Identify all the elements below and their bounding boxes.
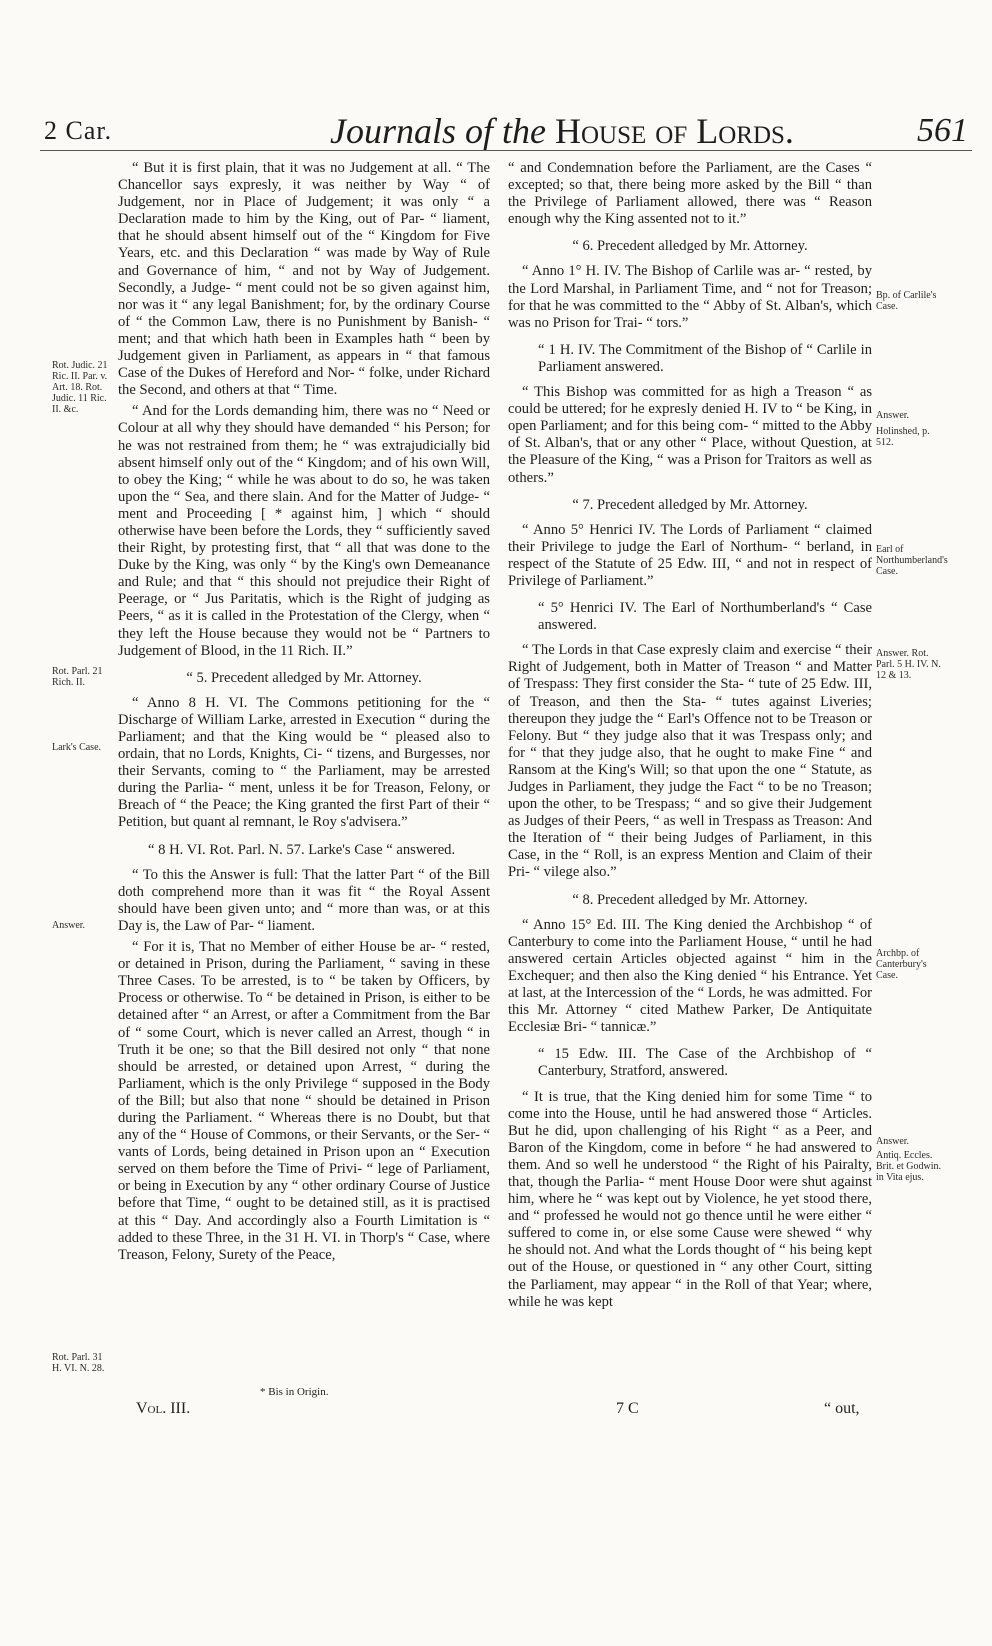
paragraph: “ Anno 1° H. IV. The Bishop of Carlile was ar- “ rested, by the Lord Marshal, in Parliament Time, and “ not for Treason; for that he was committed to the “ Abby of St. Alban's, which was no Prison for Trai- “ tors.” [508,263,872,331]
margin-note-rot-parl-hvi: Rot. Parl. 31 H. VI. N. 28. [52,1352,105,1374]
margin-note-larks-case: Lark's Case. [52,742,102,753]
paragraph: “ Anno 15° Ed. III. The King denied the Archbishop “ of Canterbury to come into the Parliament House, “ until he had answered certain Articles objected against “ him in the Exchequer; and then also the King denied “ his Entrance. Yet at last, at the Intercession of the “ Lords, he was admitted. For this Mr. Attorney “ cited Mathew Parker, De Antiquitate Ecclesiæ Bri- “ tannicæ.” [508,916,872,1036]
section-heading: “ 1 H. IV. The Commitment of the Bishop of “ Carlile in Parliament answered. [538,341,872,375]
margin-note-answer: Answer. [876,1136,910,1147]
section-heading: “ 8. Precedent alledged by Mr. Attorney. [572,891,808,908]
margin-note-answer: Answer. [52,920,86,931]
header-title-house: House of Lords. [554,111,794,151]
page-number: 561 [917,112,968,149]
header-title-journals: Journals [330,111,456,151]
left-column [118,160,490,1268]
paragraph: “ But it is first plain, that it was no Judgement at all. “ The Chancellor says expresly, it was neither by Way “ of Judgement, nor in Place of Judgement; it was only “ a Declaration made to him by the King, out of Par- “ liament, that he should absent himself out of the “ Kingdom for Five Years, etc. and this Declaration “ was made by Way of Rule and Governance of him, “ and not by Way of Judgement. Secondly, a Judge- “ ment could not be so given against him, nor was it “ any legal Banishment; for, by the ordinary Course of “ the Common Law, there is no Punishment by Banish- “ ment; and that which hath been in Examples hath “ been by Judgement given in Parliament, as appears in “ that famous Case of the Dukes of Hereford and Nor- “ folke, under Richard the Second, and others at that “ Time. [118,160,490,399]
paragraph: “ The Lords in that Case expresly claim and exercise “ their Right of Judgement, both in Matter of Treason “ and Matter of Trespass: They first consider the Sta- “ tute of 25 Edw. III, of Treason, and then the Sta- “ tutes against Liveries; thereupon they judge the “ Earl's Offence not to be Treason or Felony. But “ they judge also that it was Trespass only; and for “ that they judge also, that he ought to make Fine “ and Ransom at the King's Will; so that upon the one “ Statute, as Judges in Parliament, they judge the Fact “ to be no Treason; upon the other, to be Trespass; “ and so give their Judgement as Judges of their Peers, “ as well in Trespass as Treason: And the Iteration of “ their being Judges of Parliament, in this Case, in the “ Roll, is an express Mention and Claim of their Pri- “ vilege also.” [508,642,872,881]
paragraph: “ To this the Answer is full: That the latter Part “ of the Bill doth comprehend more than it was fit “ the Royal Assent should have been given unto; and “ more than was, or at this Day is, the Law of Par- “ liament. [118,866,490,934]
margin-note-answer: Answer. [876,410,910,421]
section-heading: “ 5. Precedent alledged by Mr. Attorney. [186,669,422,686]
paragraph: “ This Bishop was committed for as high a Treason “ as could be uttered; for he expresly denied H. IV to “ be King, in open Parliament; and for this being com- “ mitted to the Abby of St. Alban's, that or any other “ Place, without Question, at the Pleasure of the King, “ was a Prison for Traitors as well as others.” [508,384,872,486]
margin-note-rot-judic: Rot. Judic. 21 Ric. II. Par. v. Art. 18. Rot. Judic. 11 Ric. II. &c. [52,360,108,415]
footnote: * Bis in Origin. [260,1386,329,1398]
margin-note-rot-parl-rich: Rot. Parl. 21 Rich. II. [52,666,103,688]
catchword: “ out, [824,1400,860,1417]
paragraph: “ And for the Lords demanding him, there was no “ Need or Colour at all why they should have demanded “ his Person; for he was not restrained from them; he “ was extrajudicially bid absent himself only out of the “ Kingdom; and of his own Will, to obey the King; “ while he was about to do so, he was taken upon the “ Sea, and there slain. And for the Matter of Judge- “ ment and Proceeding [ * against him, ] which “ should otherwise have been before the Lords, they “ sufficiently saved their Right, by protesting first, that “ all that was done to the Duke by the King, was only “ by the King's own Demeanance and Rule; and that “ this should not prejudice their Right of Peerage, or “ Jus Paritatis, which is the Right of judging as Peers, “ as it is called in the Protestation of the Clergy, when “ they left the House because they would not be “ Partners to Judgement of Blood, in the 11 Rich. II.” [118,403,490,659]
margin-note-bishop-carlile: Bp. of Carlile's Case. [876,290,937,312]
header-regnal-year: 2 Car. [44,116,113,145]
section-heading: “ 8 H. VI. Rot. Parl. N. 57. Larke's Case “ answered. [148,841,456,858]
section-heading: “ 15 Edw. III. The Case of the Archbishop of “ Canterbury, Stratford, answered. [538,1046,872,1080]
paragraph: “ Anno 5° Henrici IV. The Lords of Parliament “ claimed their Privilege to judge the Earl of Northum- “ berland, in respect of the Statute of 25 Edw. III, “ and not in respect of Privilege of Parliament.” [508,521,872,589]
section-heading: “ 5° Henrici IV. The Earl of Northumberland's “ Case answered. [538,600,872,634]
section-heading: “ 6. Precedent alledged by Mr. Attorney. [572,238,808,255]
margin-note-earl-northumberland: Earl of Northumberland's Case. [876,544,948,577]
paragraph: “ It is true, that the King denied him for some Time “ to come into the House, until he had answered those “ Articles. But he did, upon challenging of his Right “ as a Peer, and Baron of the Kingdom, come in before “ he had answered to them. And so well he understood “ the Right of his Pairalty, that, though the Parlia- “ ment House Door were shut against him, where he “ was kept out by Violence, he yet stood there, and “ professed he would not go thence until he were either “ suffered to come in, or else some Cause were shewed “ why he should not. And what the Lords thought of “ his being kept out of the House, or questioned in “ any other Court, sitting the Parliament, may appear “ in the Roll of that Year; where, while he was kept [508,1088,872,1310]
volume-label: Vol. III. [136,1400,191,1417]
header-title [330,110,794,152]
margin-note-answer-rot-parl: Answer. Rot. Parl. 5 H. IV. N. 12 & 13. [876,648,941,681]
margin-note-archbishop-canterbury: Archbp. of Canterbury's Case. [876,948,927,981]
margin-note-antiq-eccles: Antiq. Eccles. Brit. et Godwin. in Vita ejus. [876,1150,941,1183]
right-column [508,160,872,1315]
paragraph: “ and Condemnation before the Parliament, are the Cases “ excepted; so that, there being more asked by the Bill “ than the Privilege of Parliament allowed, there was “ Reason enough why the King assented not to it.” [508,160,872,228]
signature-mark: 7 C [616,1400,639,1417]
section-heading: “ 7. Precedent alledged by Mr. Attorney. [572,496,808,513]
paragraph: “ For it is, That no Member of either House be ar- “ rested, or detained in Prison, during the Parliament, “ saving in these Three Cases. To be arrested, is to “ be taken by Officers, by Process or otherwise. To “ be detained in Prison, is either to be detained after “ an Arrest, or after a Commitment from the Bar of “ some Court, which is never called an Arrest, though “ in Truth it be one; so that the Bill desired not only “ that none should be arrested, or detained upon Arrest, “ during the Parliament, which is the only Privilege “ supposed in the Body of the Bill; but also that none “ should be detained in Prison during the Parliament. “ Whereas there is no Doubt, but that any of the “ House of Commons, or their Servants, or the Ser- “ vants of Lords, being detained in Prison upon an “ Execution served on them before the Time of Privi- “ lege of Parliament, or being in Execution by any “ other ordinary Course of Justice before that Time, “ ought to be detained still, as it is practised at this “ Day. And accordingly also a Fourth Limitation is “ added to these Three, in the 31 H. VI. in Thorp's “ Case, where Treason, Felony, Surety of the Peace, [118,939,490,1263]
header-title-of: of the [465,111,546,151]
margin-note-holinshed: Holinshed, p. 512. [876,426,930,448]
paragraph: “ Anno 8 H. VI. The Commons petitioning for the “ Discharge of William Larke, arrested in Execution “ during the Parliament; and that the King would be “ pleased also to ordain, that no Lords, Knights, Ci- “ tizens, and Burgesses, nor their Servants, coming to “ the Parliament, may be arrested during the Parlia- “ ment, unless it be for Treason, Felony, or Breach of “ the Peace; the King granted the first Part of their “ Petition, but quant al remnant, le Roy s'advisera.” [118,694,490,831]
header-rule [40,150,972,151]
